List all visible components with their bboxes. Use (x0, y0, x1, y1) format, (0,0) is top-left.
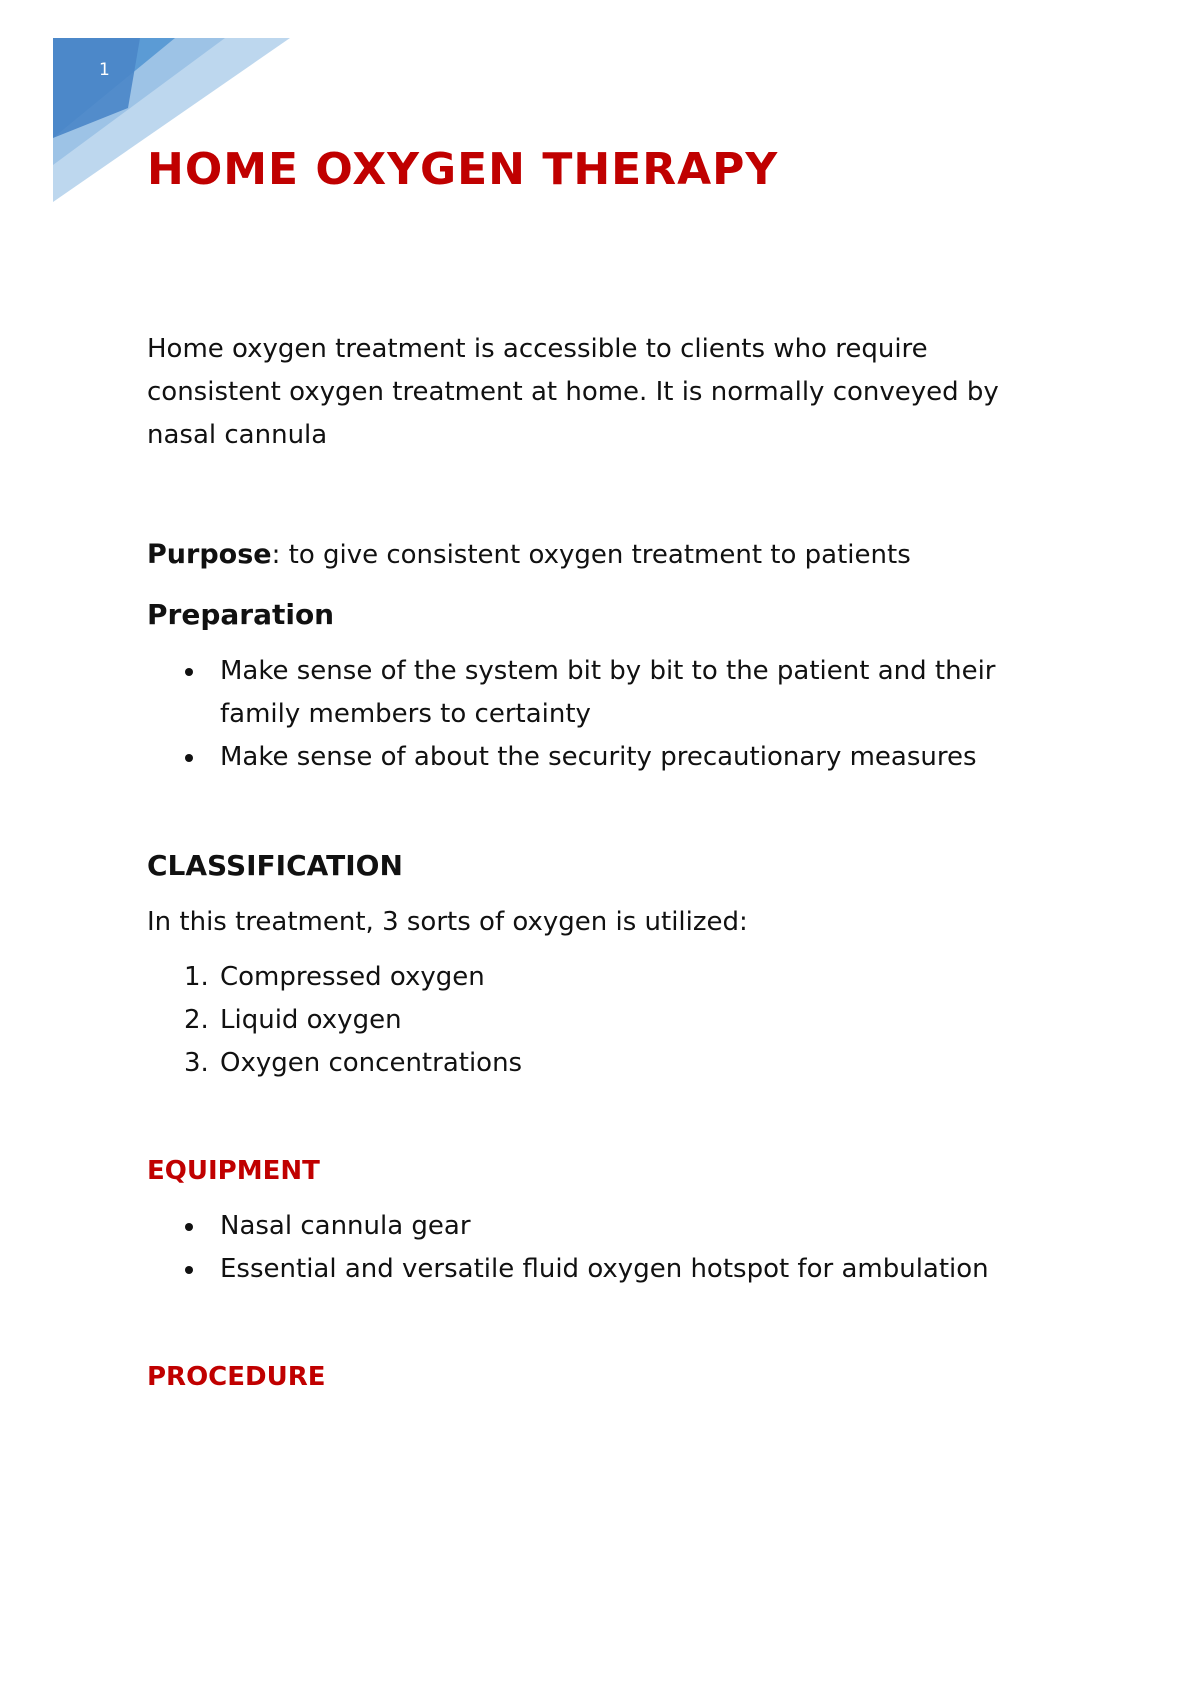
list-item: Nasal cannula gear (147, 1205, 1027, 1248)
list-number: 3. (184, 1048, 209, 1078)
bullet-icon (185, 668, 193, 676)
page-number: 1 (99, 60, 110, 80)
procedure-heading: PROCEDURE (147, 1362, 326, 1392)
equipment-list (147, 1205, 1027, 1291)
bullet-icon (185, 1223, 193, 1231)
list-number: 2. (184, 1005, 209, 1035)
intro-paragraph: Home oxygen treatment is accessible to clients who require consistent oxygen treatment at home. It is normally conveyed by nasal cannula (147, 334, 999, 450)
preparation-heading: Preparation (147, 598, 335, 631)
purpose-label: Purpose (147, 539, 272, 570)
list-item: 1. Compressed oxygen (147, 956, 1027, 999)
classification-text: In this treatment, 3 sorts of oxygen is utilized: (147, 907, 748, 937)
page-title: HOME OXYGEN THERAPY (147, 144, 779, 195)
list-item: Essential and versatile fluid oxygen hotspot for ambulation (147, 1248, 1027, 1291)
classification-list (147, 956, 1027, 1085)
bullet-icon (185, 1266, 193, 1274)
purpose-line (147, 533, 1027, 577)
list-item: Make sense of about the security precautionary measures (147, 736, 1027, 779)
preparation-list (147, 650, 1027, 779)
list-item: Make sense of the system bit by bit to the patient and their family members to certainty (147, 650, 1027, 736)
list-item: 2. Liquid oxygen (147, 999, 1027, 1042)
bullet-icon (185, 754, 193, 762)
list-number: 1. (184, 962, 209, 992)
purpose-text: : to give consistent oxygen treatment to patients (271, 540, 911, 570)
equipment-heading: EQUIPMENT (147, 1156, 320, 1186)
classification-heading: CLASSIFICATION (147, 849, 403, 882)
list-item: 3. Oxygen concentrations (147, 1042, 1027, 1085)
document-body (147, 328, 1027, 1399)
